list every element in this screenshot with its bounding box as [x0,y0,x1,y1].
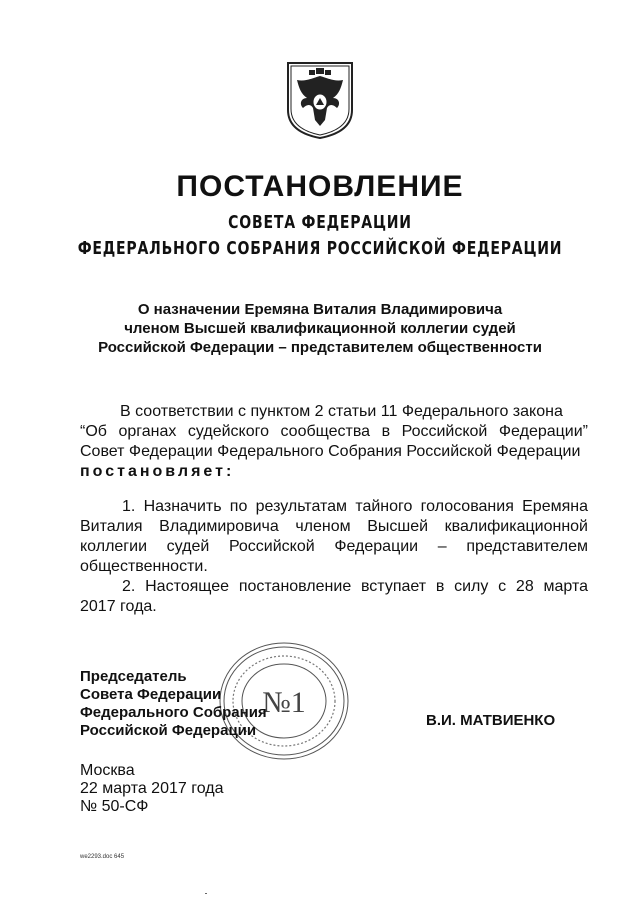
document-number: № 50-СФ [80,798,149,815]
preamble-line-2: “Об органах судейского сообщества в Российской Федерации” [80,423,588,440]
preamble-line-3: Совет Федерации Федерального Собрания Российской Федерации [80,443,581,460]
item-2-line-1: 2. Настоящее постановление вступает в силу с 28 марта [122,578,588,595]
place-city: Москва [80,762,135,779]
place-date: 22 марта 2017 года [80,780,224,797]
document-title: ПОСТАНОВЛЕНИЕ [176,170,464,203]
stamp-number: №1 [262,686,306,719]
document-subtitle-1: СОВЕТА ФЕДЕРАЦИИ [228,212,412,233]
item-2-line-2: 2017 года. [80,598,157,615]
item-1-line-2: Виталия Владимировича членом Высшей квалификационной [80,518,588,535]
heading-line-2: членом Высшей квалификационной коллегии судей [124,320,516,337]
item-1-line-1: 1. Назначить по результатам тайного голосования Еремяна [122,498,588,515]
coat-of-arms-icon [285,60,355,140]
signature-position-4: Российской Федерации [80,722,257,739]
item-1-line-4: общественности. [80,558,208,575]
official-stamp [216,640,352,762]
decree-word: постановляет: [80,463,235,480]
signature-position-1: Председатель [80,668,187,685]
signature-position-2: Совета Федерации [80,686,222,703]
page-mark [205,893,207,894]
signature-position-3: Федерального Собрания [80,704,267,721]
item-1-line-3: коллегии судей Российской Федерации – представителем [80,538,588,555]
document-reference: we2293.doc 645 [80,854,125,860]
heading-line-1: О назначении Еремяна Виталия Владимировича [137,301,503,318]
heading-line-3: Российской Федерации – представителем общественности [98,339,542,356]
document-subtitle-2: ФЕДЕРАЛЬНОГО СОБРАНИЯ РОССИЙСКОЙ ФЕДЕРАЦИИ [77,238,563,259]
preamble-line-1: В соответствии с пунктом 2 статьи 11 Федерального закона [120,403,563,420]
signer-name: В.И. МАТВИЕНКО [426,712,556,729]
